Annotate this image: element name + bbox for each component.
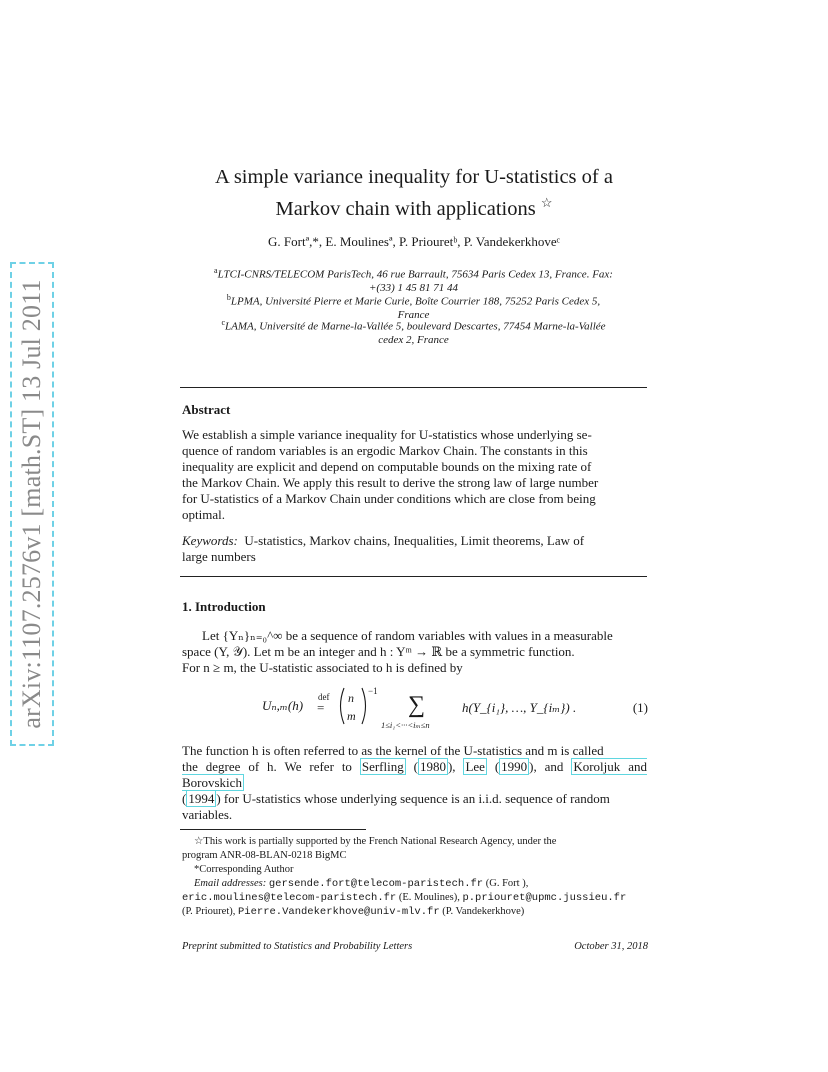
keywords: Keywords: U-statistics, Markov chains, Inequalities, Limit theorems, Law of large numbers [182,533,585,564]
citation-koroljuk-borovskich[interactable]: Koroljuk and Borovskich [182,759,647,790]
equation-number: (1) [632,700,648,715]
abstract-body: We establish a simple variance inequality for U-statistics whose underlying se- quence of random variables is an ergodic Markov Chain. The constants in this inequality are explicit and depend on computable bounds on the mixing rate of the Markov Chain. We apply this result to derive the strong law of large number for U-statistics of a Markov Chain under conditions which are close from being optimal. [182,427,599,522]
footnotes: ☆This work is partially supported by the French National Research Agency, under the program ANR-08-BLAN-0218 BigMC *Corresponding Author Email addresses: gersende.fort@telecom-paristech.fr (G. Fort ), eric.moulines@telecom-paristech.fr (E. Moulines), p.priouret@upmc.jussieu.fr (P. Priouret), Pierre.Vandekerkhove@univ-mlv.fr (P. Vandekerkhove) [182,835,648,919]
arxiv-stamp[interactable] [10,262,54,746]
paper-title [0,164,828,222]
email-priouret[interactable]: p.priouret@upmc.jussieu.fr [462,892,627,904]
arxiv-identifier: arXiv:1107.2576v1 [math.ST] 13 Jul 2011 [17,279,46,729]
section-heading-introduction: 1. Introduction [182,599,266,614]
email-line-3: (P. Priouret), Pierre.Vandekerkhove@univ-mlv.fr (P. Vandekerkhove) [182,906,525,918]
email-line-1: Email addresses: gersende.fort@telecom-paristech.fr (G. Fort ), [194,878,529,890]
binomial-coefficient [336,684,378,728]
footer-date: October 31, 2018 [574,941,648,952]
title-line-1: A simple variance inequality for U-statistics of a [215,166,613,188]
equation-lhs: Uₙ,ₘ(h) [262,698,304,713]
footer-preprint: Preprint submitted to Statistics and Probability Letters [182,941,413,952]
corresponding-author-footnote: *Corresponding Author [194,864,294,875]
summation-sign: ∑ [408,692,426,718]
affiliation-b: $^b$LPMA, Université Pierre et Marie Curie, Boîte Courrier 188, 75252 Paris Cedex 5, France [226,293,601,321]
citation-lee[interactable]: Lee [465,759,485,774]
intro-paragraph: Let {Yₙ}ₙ₌₀^∞ be a sequence of random variables with values in a measurable space (Y, 𝒴). Let m be an integer and h : Yᵐ → ℝ be a symmetric function. For n ≥ m, the U-statistic associated to h is defined by [182,628,613,675]
abstract-heading: Abstract [182,402,231,417]
affiliation-a: $^a$LTCI-CNRS/TELECOM ParisTech, 46 rue Barrault, 75634 Paris Cedex 13, France. Fax: +(33) 1 45 81 71 44 [214,266,613,294]
citation-koroljuk-year[interactable]: 1994 [188,791,215,806]
title-line-2: Markov chain with applications ☆ [275,195,553,220]
svg-text:m: m [347,709,356,723]
email-line-2: eric.moulines@telecom-paristech.fr (E. Moulines), p.priouret@upmc.jussieu.fr [182,892,627,904]
star-footnote-mark[interactable]: ☆ [540,195,553,210]
email-vandekerkhove[interactable]: Pierre.Vandekerkhove@univ-mlv.fr [238,906,440,918]
email-moulines[interactable]: eric.moulines@telecom-paristech.fr [182,892,397,904]
citation-lee-year[interactable]: 1990 [501,759,528,774]
summation-index: 1≤i₁<···<iₘ≤n [381,720,430,730]
abstract-top-rule [180,387,647,388]
citation-serfling[interactable]: Serfling [361,759,404,774]
references-paragraph: The function h is often referred to as the kernel of the U-statistics and m is called the degree of h. We refer to Serfling ( 1980 ), Lee ( 1990 ), and Koroljuk and Borovskich ( 1994 ) for U-statistics whose underlying sequence is an i.i.d. sequence of random variables. [182,743,647,822]
abstract-bottom-rule [180,576,647,577]
affiliation-c: $^c$LAMA, Université de Marne-la-Vallée 5, boulevard Descartes, 77454 Marne-la-Vallée cedex 2, France [221,318,606,346]
funding-footnote: ☆This work is partially supported by the French National Research Agency, under the [194,836,557,847]
equation-rhs: h(Y_{i₁}, …, Y_{iₘ}) . [462,700,577,715]
equation-equals-sign: = [317,700,325,715]
footnote-rule [180,829,366,830]
svg-text:−1: −1 [368,686,378,696]
author-list: G. Fortª,*, E. Moulinesª, P. Priouretᵇ, P. Vandekerkhoveᶜ [268,234,560,249]
email-fort[interactable]: gersende.fort@telecom-paristech.fr [268,878,484,890]
equation-def-label: def [318,692,330,702]
citation-serfling-year[interactable]: 1980 [419,759,446,774]
svg-text:n: n [348,691,354,705]
